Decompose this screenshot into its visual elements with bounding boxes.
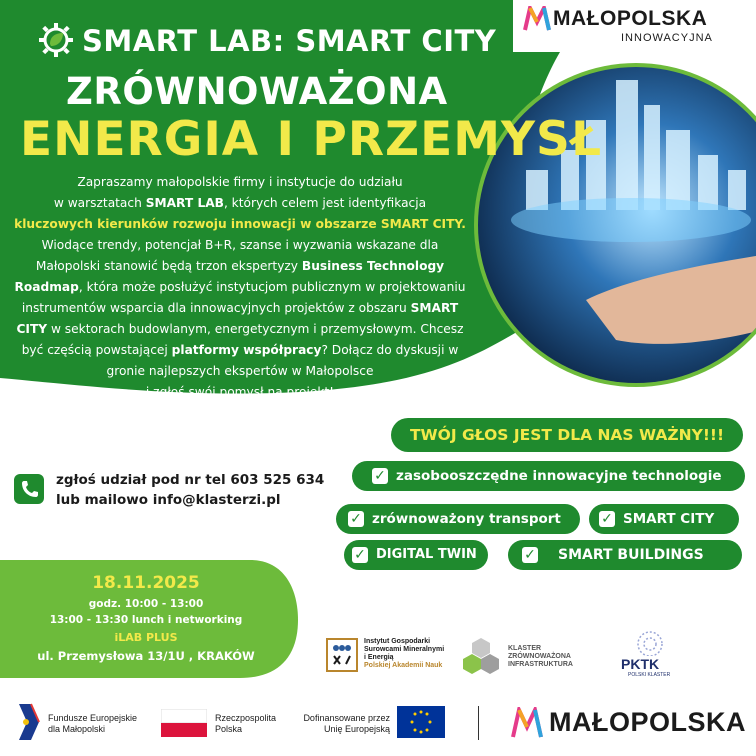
event-date: 18.11.2025: [92, 573, 200, 593]
intro-line: w warsztatach SMART LAB, których celem jest identyfikacja: [53, 196, 427, 210]
pktk-sub: POLSKI KLASTER: [628, 672, 671, 678]
contact-email: lub mailowo info@klasterzi.pl: [56, 492, 281, 508]
topic-pill: ✓ DIGITAL TWIN: [344, 540, 488, 570]
city-hologram-image: [466, 60, 756, 390]
intro-line: i zgłoś swój pomysł na projekt!: [145, 385, 335, 399]
intro-paragraph: [10, 172, 470, 403]
intro-line: Wiodące trendy, potencjał B+R, szanse i wyzwania wskazane dla: [41, 238, 439, 252]
intro-line: Zapraszamy małopolskie firmy i instytucje do udziału: [77, 175, 403, 189]
check-icon: ✓: [352, 547, 368, 563]
check-icon: ✓: [522, 547, 538, 563]
event-address: ul. Przemysłowa 13/1U , KRAKÓW: [37, 649, 255, 663]
title-line3: ENERGIA I PRZEMYSŁ: [20, 112, 603, 167]
eu-flag-icon: [397, 706, 445, 738]
intro-line: gronie najlepszych ekspertów w Małopolsce: [106, 364, 374, 378]
klaster-hex-logo-icon: [460, 636, 502, 676]
intro-line: Małopolski stanowić będą trzon ekspertyzy Business Technology: [35, 259, 445, 273]
event-hours: godz. 10:00 - 13:00: [88, 598, 204, 610]
check-icon: ✓: [348, 511, 364, 527]
igsmie-logo-icon: [326, 638, 358, 672]
poland-flag-icon: [161, 709, 207, 737]
title-line1: SMART LAB: SMART CITY: [82, 24, 497, 58]
gear-leaf-icon: [38, 22, 74, 58]
klaster-text: KLASTER ZRÓWNOWAŻONA INFRASTRUKTURA: [508, 645, 573, 668]
event-venue: iLAB PLUS: [114, 631, 178, 644]
brand-name: MAŁOPOLSKA: [553, 7, 708, 30]
topic-pill: ✓ SMART CITY: [589, 504, 739, 534]
topic-pill: ✓ SMART BUILDINGS: [508, 540, 742, 570]
malopolska-footer-m-icon: [510, 707, 544, 739]
event-lunch: 13:00 - 13:30 lunch i networking: [49, 614, 243, 626]
intro-line: być częścią powstającej platformy współpracy? Dołącz do dyskusji w: [21, 343, 459, 357]
topic-pill: ✓ zasobooszczędne innowacyjne technologie: [352, 461, 745, 491]
fe-logo-icon: [17, 702, 41, 742]
voice-banner: TWÓJ GŁOS JEST DLA NAS WAŻNY!!!: [391, 418, 743, 452]
malopolska-m-logo-icon: [523, 6, 551, 32]
check-icon: ✓: [599, 511, 615, 527]
intro-line: Roadmap, która może posłużyć instytucjom publicznym w projektowaniu: [14, 280, 466, 294]
contact-phone: zgłoś udział pod nr tel 603 525 634: [56, 472, 325, 488]
contact-info: [56, 470, 324, 510]
fe-text: Fundusze Europejskie dla Małopolski: [48, 713, 138, 734]
phone-icon: [14, 474, 44, 504]
intro-line: CITY w sektorach budowlanym, energetycznym i przemysłowym. Chcesz: [16, 322, 464, 336]
eu-text: Dofinansowane przez Unię Europejską: [303, 713, 390, 734]
title-line2: ZRÓWNOWAŻONA: [66, 70, 448, 113]
rp-text: Rzeczpospolita Polska: [215, 713, 277, 734]
intro-highlight: kluczowych kierunków rozwoju innowacji w obszarze SMART CITY.: [14, 217, 466, 231]
check-icon: ✓: [372, 468, 388, 484]
footer-divider: [478, 706, 479, 740]
footer-brand: MAŁOPOLSKA: [549, 707, 746, 737]
topic-pill: ✓ zrównoważony transport: [336, 504, 580, 534]
brand-sub: INNOWACYJNA: [621, 32, 713, 44]
intro-line: instrumentów wsparcia dla innowacyjnych projektów z obszaru SMART: [21, 301, 459, 315]
igsmie-text: Instytut Gospodarki Surowcami Mineralnymi i Energią Polskiej Akademii Nauk: [364, 638, 445, 669]
event-info: [20, 570, 272, 664]
pktk-name: PKTK: [621, 656, 660, 672]
pktk-network-icon: [630, 628, 670, 656]
